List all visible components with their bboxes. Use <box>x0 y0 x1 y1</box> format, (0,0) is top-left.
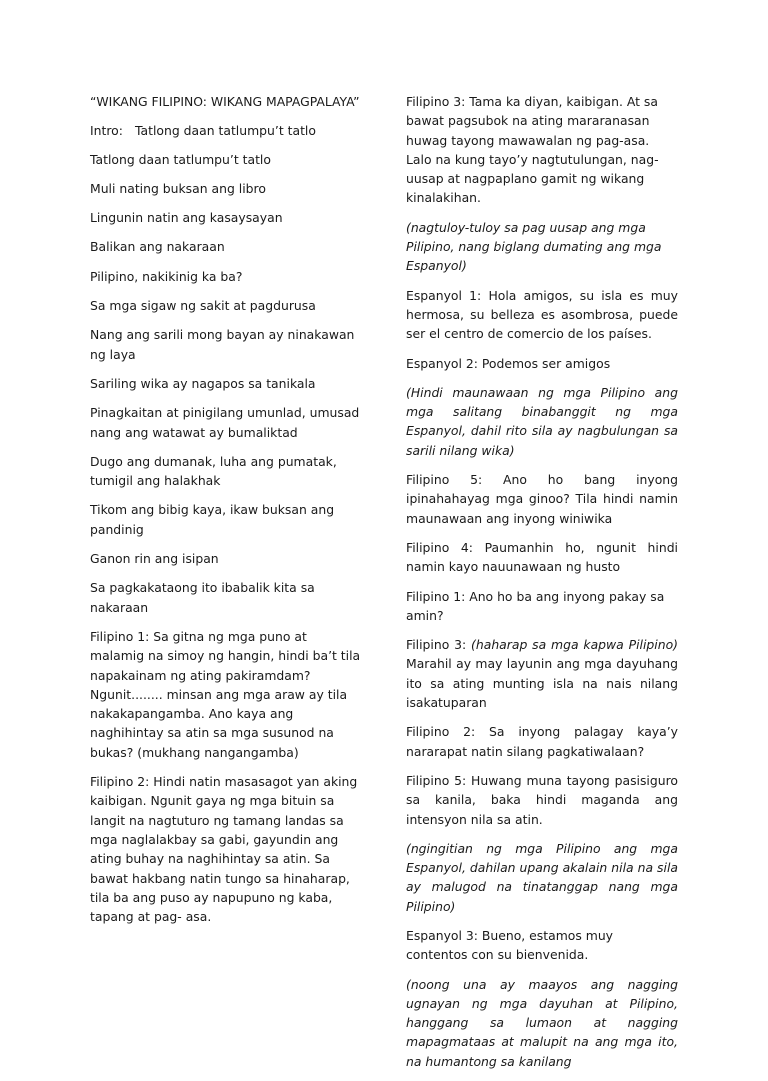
intro-line: Sa mga sigaw ng sakit at pagdurusa <box>90 298 316 314</box>
speaker-label: Filipino 3: <box>406 637 467 653</box>
intro-line: Sa pagkakataong ito ibabalik kita sa nakaraan <box>90 580 315 615</box>
intro-line: Pilipino, nakikinig ka ba? <box>90 268 243 284</box>
intro-line: Tatlong daan tatlumpu’t tatlo <box>135 123 316 139</box>
dialogue-text: Marahil ay may layunin ang mga dayuhang ito sa ating munting isla na nais nilang isakatuparan <box>406 656 678 711</box>
intro-line: Pinagkaitan at pinigilang umunlad, umusad nang ang watawat ay bumaliktad <box>90 405 360 440</box>
intro-line: Muli nating buksan ang libro <box>90 180 266 196</box>
left-column <box>90 92 362 936</box>
dialogue-filipino-1: Filipino 1: Ano ho ba ang inyong pakay sa amin? <box>406 588 665 623</box>
dialogue-filipino-4: Filipino 4: Paumanhin ho, ngunit hindi namin kayo nauunawaan ng husto <box>406 539 678 575</box>
intro-label: Intro: <box>90 123 123 139</box>
intro-line: Tatlong daan tatlumpu’t tatlo <box>90 151 271 167</box>
stage-direction: (nagtuloy-tuloy sa pag uusap ang mga Pilipino, nang biglang dumating ang mga Espanyol) <box>406 219 662 274</box>
dialogue-filipino-2: Filipino 2: Sa inyong palagay kaya’y nararapat natin silang pagkatiwalaan? <box>406 724 678 759</box>
dialogue-espanyol-2: Espanyol 2: Podemos ser amigos <box>406 355 611 371</box>
dialogue-filipino-3: Filipino 3: Tama ka diyan, kaibigan. At sa bawat pagsubok na ating mararanasan huwag tayong mawawalan ng pag-asa. Lalo na kung tayo’y nagtutulungan, nag-uusap at nagpaplano gamit ng wikang kinalakihan. <box>406 94 659 206</box>
stage-direction: (ngingitian ng mga Pilipino ang mga Espanyol, dahilan upang akalain nila na sila ay malugod na tinatanggap nang mga Pilipino) <box>406 840 678 914</box>
stage-direction: (Hindi maunawaan ng mga Pilipino ang mga salitang binabanggit ng mga Espanyol, dahil rito sila ay nagbulungan sa sarili nilang wika) <box>406 384 678 458</box>
right-column <box>406 92 678 1081</box>
intro-line: Balikan ang nakaraan <box>90 239 225 255</box>
intro-line: Nang ang sarili mong bayan ay ninakawan ng laya <box>90 327 355 362</box>
dialogue-espanyol-1: Espanyol 1: Hola amigos, su isla es muy hermosa, su belleza es asombrosa, puede ser el centro de comercio de los países. <box>406 287 678 342</box>
dialogue-filipino-3-aside <box>406 635 678 712</box>
script-title: “WIKANG FILIPINO: WIKANG MAPAGPALAYA” <box>90 94 360 109</box>
dialogue-espanyol-3: Espanyol 3: Bueno, estamos muy contentos con su bienvenida. <box>406 927 614 963</box>
dialogue-filipino-2: Filipino 2: Hindi natin masasagot yan aking kaibigan. Ngunit gaya ng mga bituin sa langit na nagtuturo ng tamang landas sa mga naglalakbay sa gabi, gayundin ang ating buhay na naghihintay sa atin. Sa bawat hakbang natin tungo sa hinaharap, tila ba ang puso ay napupuno ng kaba, tapang at pag- asa. <box>90 774 358 925</box>
stage-direction: (noong una ay maayos ang nagging ugnayan ng mga dayuhan at Pilipino, hanggang sa lumaon at nagging mapagmataas at malupit na ang mga ito, na humantong sa kanilang <box>406 976 678 1069</box>
intro-line: Dugo ang dumanak, luha ang pumatak, tumigil ang halakhak <box>90 453 337 489</box>
dialogue-filipino-1: Filipino 1: Sa gitna ng mga puno at malamig na simoy ng hangin, hindi ba’t tila napakainam ng ating pakiramdam? Ngunit........ minsan ang mga araw ay tila nakakapangamba. Ano kaya ang naghihintay sa atin sa mga susunod na bukas? (mukhang nangangamba) <box>90 628 361 760</box>
intro-first-row <box>90 121 362 140</box>
stage-direction: (haharap sa mga kapwa Pilipino) <box>471 637 678 653</box>
intro-line: Lingunin natin ang kasaysayan <box>90 210 283 226</box>
intro-line: Ganon rin ang isipan <box>90 551 219 567</box>
intro-line: Sariling wika ay nagapos sa tanikala <box>90 375 316 391</box>
dialogue-filipino-5: Filipino 5: Huwang muna tayong pasisiguro sa kanila, baka hindi maganda ang intensyon nila sa atin. <box>406 772 678 827</box>
dialogue-filipino-5: Filipino 5: Ano ho bang inyong ipinahahayag mga ginoo? Tila hindi namin maunawaan ang inyong winiwika <box>406 472 678 526</box>
intro-line: Tikom ang bibig kaya, ikaw buksan ang pandinig <box>90 502 335 537</box>
